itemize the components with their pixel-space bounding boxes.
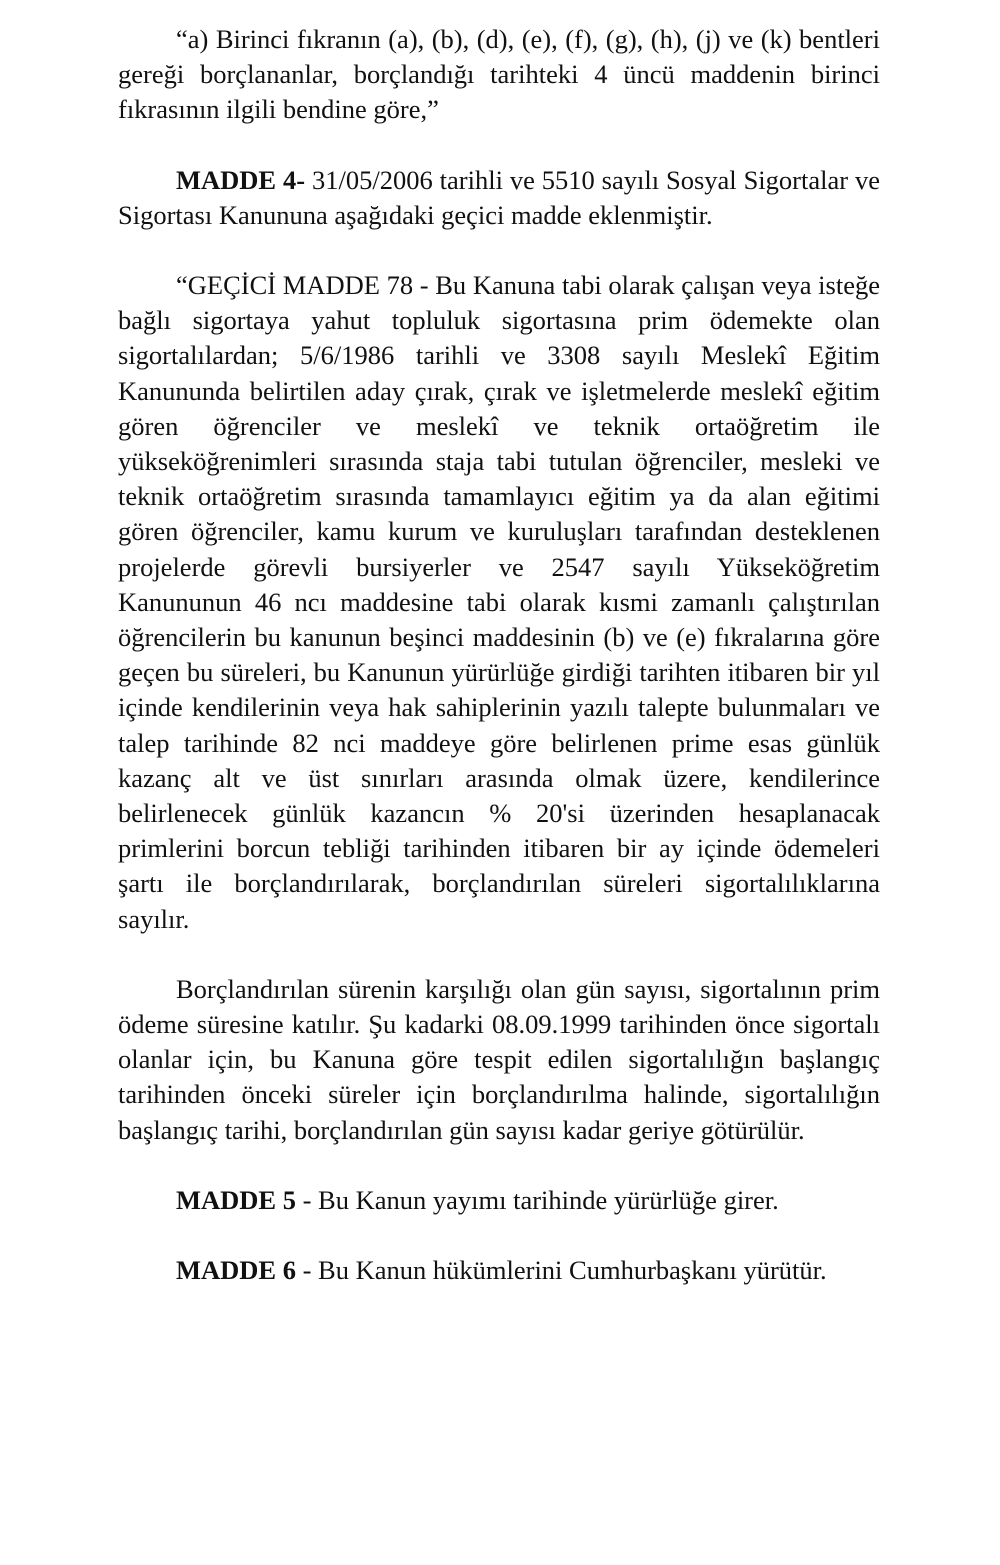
document-page xyxy=(118,22,880,1288)
article-heading: MADDE 4- xyxy=(176,164,306,195)
paragraph-text: Borçlandırılan sürenin karşılığı olan gün sayısı, sigortalının prim ödeme süresine katılır. Şu kadarki 08.09.1999 tarihinden önce sigortalı olanlar için, bu Kanuna göre tespit edilen sigortalılığın başlangıç tarihinden önceki süreler için borçlandırılma halinde, sigortalılığın başlangıç tarihi, borçlandırılan gün sayısı kadar geriye götürülür. xyxy=(118,973,880,1145)
article-heading: MADDE 5 xyxy=(176,1184,296,1215)
paragraph-debt-days xyxy=(118,972,880,1148)
paragraph-article-5 xyxy=(118,1183,880,1218)
paragraph-text: 31/05/2006 tarihli ve 5510 sayılı Sosyal Sigortalar ve Sigortası Kanununa aşağıdaki geçici madde eklenmiştir. xyxy=(118,164,880,230)
paragraph-text: - Bu Kanun hükümlerini Cumhurbaşkanı yürütür. xyxy=(295,1255,827,1286)
article-heading: MADDE 6 xyxy=(176,1255,296,1286)
paragraph-text: - Bu Kanun yayımı tarihinde yürürlüğe girer. xyxy=(295,1184,779,1215)
paragraph-amendment-a xyxy=(118,22,880,128)
paragraph-article-6 xyxy=(118,1253,880,1288)
paragraph-temporary-article-78 xyxy=(118,268,880,937)
paragraph-text: “GEÇİCİ MADDE 78 - Bu Kanuna tabi olarak çalışan veya isteğe bağlı sigortaya yahut topluluk sigortasına prim ödemekte olan sigortalılardan; 5/6/1986 tarihli ve 3308 sayılı Meslekî Eğitim Kanununda belirtilen aday çırak, çırak ve işletmelerde meslekî eğitim gören öğrenciler ve meslekî ve teknik ortaöğretim ile yükseköğrenimleri sırasında staja tabi tutulan öğrenciler, mesleki ve teknik ortaöğretim sırasında tamamlayıcı eğitim ya da alan eğitimi gören öğrenciler, kamu kurum ve kuruluşları tarafından desteklenen projelerde görevli bursiyerler ve 2547 sayılı Yükseköğretim Kanununun 46 ncı maddesine tabi olarak kısmi zamanlı çalıştırılan öğrencilerin bu kanunun beşinci maddesinin (b) ve (e) fıkralarına göre geçen bu süreleri, bu Kanunun yürürlüğe girdiği tarihten itibaren bir yıl içinde kendilerinin veya hak sahiplerinin yazılı talepte bulunmaları ve talep tarihinde 82 nci maddeye göre belirlenen prime esas günlük kazanç alt ve üst sınırları arasında olmak üzere, kendilerince belirlenecek günlük kazancın % 20'si üzerinden hesaplanacak primlerini borcun tebliği tarihinden itibaren bir ay içinde ödemeleri şartı ile borçlandırılarak, borçlandırılan süreleri sigortalılıklarına sayılır. xyxy=(118,270,880,934)
paragraph-text: “a) Birinci fıkranın (a), (b), (d), (e), (f), (g), (h), (j) ve (k) bentleri gereği borçlananlar, borçlandığı tarihteki 4 üncü maddenin birinci fıkrasının ilgili bendine göre,” xyxy=(118,24,880,125)
paragraph-article-4 xyxy=(118,163,880,233)
